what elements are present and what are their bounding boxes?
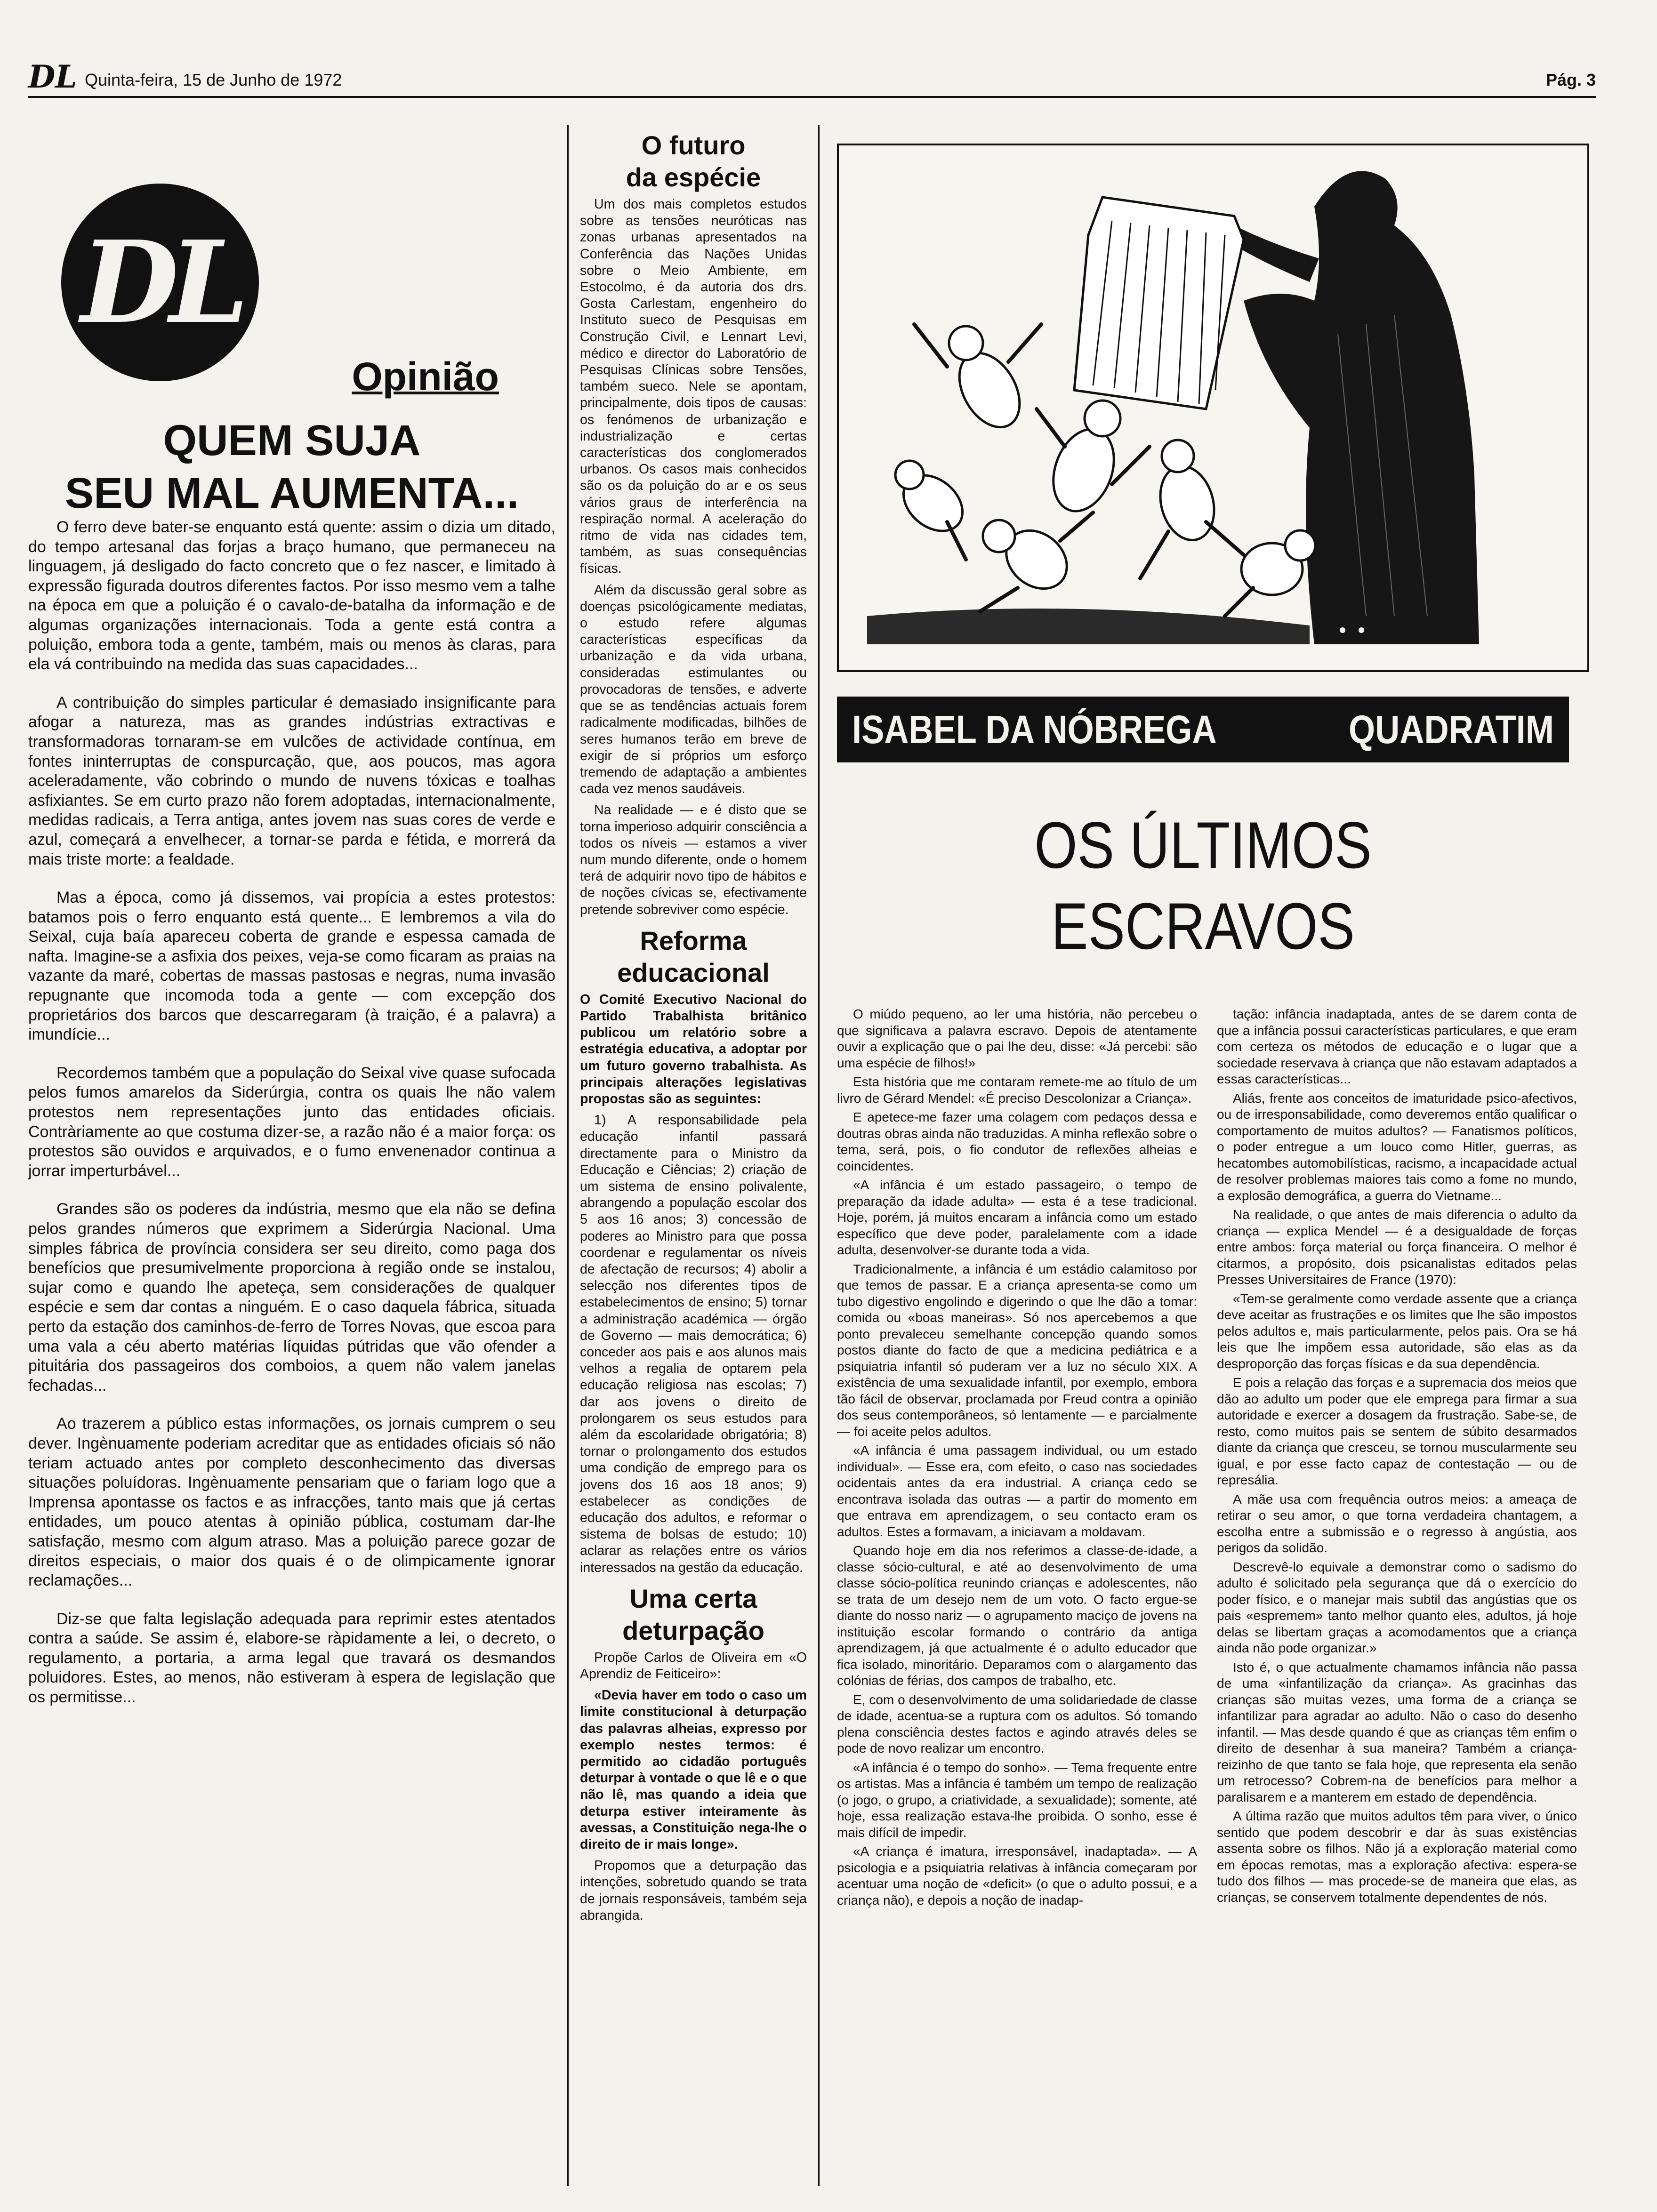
quadratim-column-a bbox=[837, 1006, 1197, 1911]
quadratim-paragraph: E apetece-me fazer uma colagem com pedaços dessa e doutras obras ainda não traduzidas. A minha reflexão sobre o tema, será, pois, o fio condutor de reflexões alheias e coincidentes. bbox=[837, 1110, 1197, 1173]
article-paragraph: Propomos que a deturpação das intenções, sobretudo quando se trata de jornais responsáveis, também seja abrangida. bbox=[580, 1858, 807, 1923]
opinion-headline-line-2: SEU MAL AUMENTA... bbox=[64, 469, 519, 517]
dl-logo-letters: DL bbox=[80, 216, 240, 349]
quadratim-column-b bbox=[1217, 1006, 1577, 1908]
quadratim-paragraph: E pois a relação das forças e a supremacia dos meios que dão ao adulto um poder que ele emprega para firmar a sua autoridade e exercer a dosagem da frustração. Sabe-se, de resto, como muitos pais se sentem de súbito desarmados diante da criança que cresceu, se tornou muscularmente seu igual, e por esse facto capaz de contestação — ou de represália. bbox=[1217, 1375, 1577, 1487]
article-reforma-title-line-1: Reforma bbox=[640, 925, 747, 955]
opinion-paragraph: Diz-se que falta legislação adequada para reprimir estes atentados contra a saúde. Se assim é, elabore-se ràpidamente a lei, o decreto, o regulamento, a portaria, a arma legal que travará os desmandos poluidores. Estes, ao menos, não estiveram à espera de legislação que os permitisse... bbox=[28, 1610, 555, 1707]
main-headline-line-1: OS ÚLTIMOS bbox=[1034, 808, 1372, 882]
article-deturpacao-title bbox=[580, 1583, 807, 1647]
quadratim-paragraph: O miúdo pequeno, ao ler uma história, não percebeu o que significava a palavra escravo. Depois de atentamente ouvir a explicação que o pai lhe deu, disse: «Já percebi: são uma espécie de filhos!» bbox=[837, 1007, 1197, 1070]
article-paragraph: Um dos mais completos estudos sobre as tensões neuróticas nas zonas urbanas apresentados na Conferência das Nações Unidas sobre o Meio Ambiente, em Estocolmo, é da autoria dos drs. Gosta Carlestam, engenheiro do Instituto sueco de Pesquisas em Construção Civil, e Lennart Levi, médico e director do Laboratório de Pesquisas Clínicas sobre Tensões, também sueco. Nele se apontam, principalmente, dois tipos de causas: os fenómenos de urbanização e industrialização e certas características dos conglomerados urbanos. Os casos mais conhecidos são os da poluição do ar e os seus vários graus de interferência na respiração normal. A aceleração do ritmo de vida nas cidades tem, também, as suas consequências físicas. bbox=[580, 197, 807, 577]
illustration-frame bbox=[837, 144, 1589, 672]
masthead-rule bbox=[28, 96, 1596, 98]
article-deturpacao-title-line-2: deturpação bbox=[622, 1615, 764, 1645]
column-divider-2 bbox=[818, 125, 820, 2186]
article-lead: O Comité Executivo Nacional do Partido Trabalhista britânico publicou um relatório sobre a estratégia educativa, a adoptar por um futuro governo trabalhista. As principais alterações legislativas propostas são as seguintes: bbox=[580, 992, 807, 1106]
article-reforma-body bbox=[580, 992, 807, 1576]
dl-logo-circle bbox=[61, 184, 259, 381]
opinion-paragraph: O ferro deve bater-se enquanto está quente: assim o dizia um ditado, do tempo artesanal das forjas a braço humano, que permaneceu na linguagem, já desligado do facto concreto que o fez nascer, e limitado à expressão figurada doutros diferentes factos. Por isso mesmo vem a talhe na época em que a poluição é o cavalo-de-batalha da informação e de algumas organizações internacionais. Toda a gente está contra a poluição, embora toda a gente, também, mais ou menos às claras, para ela vá contribuindo na medida das suas capacidades... bbox=[28, 518, 555, 673]
masthead bbox=[28, 60, 1596, 98]
quadratim-paragraph: «A criança é imatura, irresponsável, inadaptada». — A psicologia e a psiquiatria relativas à infância começaram por acentuar uma noção de «deficit» (o que o adulto possui, e a criança não), e depois a noção de inadap- bbox=[837, 1844, 1197, 1907]
article-futuro-title-line-1: O futuro bbox=[641, 130, 746, 160]
masthead-date: Quinta-feira, 15 de Junho de 1972 bbox=[85, 70, 342, 89]
opinion-paragraph: Ao trazerem a público estas informações, os jornais cumprem o seu dever. Ingènuamente poderiam acreditar que as entidades oficiais só não teriam actuado antes por completo desconhecimento das diversas situações poluídoras. Ingènuamente pensariam que o fariam logo que a Imprensa apontasse os factos e as infracções, tanto mais que já certas entidades, um pouco atentas à opinião pública, costumam dar-lhe satisfação, mesmo com algum atraso. Mas a poluição parece gozar de direitos especiais, o maior dos quais é o de olimpicamente ignorar reclamações... bbox=[28, 1415, 555, 1590]
quadratim-paragraph: Isto é, o que actualmente chamamos infância não passa de uma «infantilização da criança». As gracinhas das crianças são muitas vezes, uma forma de a criança se infantilizar para agradar ao adulto. Não o caso do desenho infantil. — Mas desde quando é que as crianças têm enfim o direito de desenhar à sua maneira? Também a criança-reizinho de que tanto se fala hoje, que representa ela senão um retrocesso? Cobrem-na de benefícios para melhor a paralisarem e a manterem em estado de dependência. bbox=[1217, 1659, 1577, 1804]
article-reforma-title-line-2: educacional bbox=[617, 957, 770, 987]
quadratim-paragraph: A última razão que muitos adultos têm para viver, o único sentido que podem descobrir e dar às suas existências assenta sobre os filhos. Não já a exploração material como em épocas remotas, mas a exploração afectiva: espera-se tudo dos filhos — mas procede-se de maneira que elas, as crianças, se conservem totalmente dependentes de nós. bbox=[1217, 1809, 1577, 1905]
quadratim-paragraph: «Tem-se geralmente como verdade assente que a criança deve aceitar as frustrações e os limites que lhe são impostos pelos adultos e, mais particularmente, pelos pais. Ora se há leis que lhe impõem essa autoridade, são elas as da desproporção das forças físicas e da sua dependência. bbox=[1217, 1291, 1577, 1371]
column-banner bbox=[837, 697, 1569, 762]
quadratim-paragraph: «A infância é um estado passageiro, o tempo de preparação da idade adulta» — esta é a tese tradicional. Hoje, porém, já muitos encaram a infância como um estado específico que deve poder, paralelamente com a idade adulta, desenvolver-se durante toda a vida. bbox=[837, 1178, 1197, 1257]
opinion-body bbox=[28, 518, 555, 1726]
quadratim-paragraph: Esta história que me contaram remete-me ao título de um livro de Gérard Mendel: «É preciso Descolonizar a Criança». bbox=[837, 1074, 1197, 1106]
article-paragraph: Na realidade — e é disto que se torna imperioso adquirir consciência a todos os níveis — estamos a viver num mundo diferente, onde o homem terá de adquirir novo tipo de hábitos e de noções cívicas se, efectivamente pretende sobreviver como espécie. bbox=[580, 802, 807, 917]
opinion-paragraph: Grandes são os poderes da indústria, mesmo que ela não se defina pelos grandes números que exprimem a Siderúrgia Nacional. Uma simples fábrica de província considera ser seu direito, como paga dos benefícios que presumivelmente proporciona à região onde se instalou, sujar como e quando lhe apeteça, sem considerações de qualquer espécie e sem dar contas a ninguém. E o caso daquela fábrica, situada perto da estação dos caminhos-de-ferro de Torres Novas, que escoa para uma vala a céu aberto matérias líquidas pútridas que vão ofender a pituitária dos passageiros dos comboios, a quem não valem janelas fechadas... bbox=[28, 1200, 555, 1395]
middle-column bbox=[580, 129, 807, 1929]
opinion-paragraph: A contribuição do simples particular é demasiado insignificante para afogar a natureza, mas as grandes indústrias extractivas e transformadoras tornaram-se em vulcões de actividade contínua, em fontes ininterruptas de conspurcação, que, aos poucos, mas agora aceleradamente, vão cobrindo o mundo de nuvens tóxicas e toalhas asfixiantes. Se em curto prazo não forem adoptadas, internacionalmente, medidas radicais, a Terra antiga, antes jovem nas suas cores de verde e azul, começará a envelhecer, a tornar-se parda e fétida, e morrerá da mais triste morte: a fealdade. bbox=[28, 693, 555, 868]
quadratim-paragraph: A mãe usa com frequência outros meios: a ameaça de retirar o seu amor, o que torna verdadeira chantagem, a escolha entre a submissão e o regresso à angústia, aos perigos da solidão. bbox=[1217, 1491, 1577, 1555]
article-deturpacao-body bbox=[580, 1650, 807, 1924]
engraving-icon bbox=[839, 145, 1587, 670]
masthead-logo: DL bbox=[28, 58, 77, 95]
quadratim-paragraph: Aliás, frente aos conceitos de imaturidade psico-afectivos, ou de irresponsabilidade, como deveremos então qualificar o comportamento de muitos adultos? — Fanatismos políticos, o poder entregue a um louco como Hitler, guerras, as hecatombes automobilísticas, racismo, a incapacidade actual de resolver problemas maiores tais como a fome no mundo, a explosão demográfica, a guerra do Vietname... bbox=[1217, 1090, 1577, 1203]
opinion-paragraph: Mas a época, como já dissemos, vai propícia a estes protestos: batamos pois o ferro enquanto está quente... E lembremos a vila do Seixal, cuja baía apareceu coberta de grande e espessa camada de nafta. Imagine-se a asfixia dos peixes, veja-se como ficaram as praias na vazante da maré, cobertas de massas pastosas e negras, numa invasão repugnante que incomoda toda a gente — com excepção dos proprietários dos barcos que descarregaram (à traição, é a palavra) a imundície... bbox=[28, 889, 555, 1044]
article-paragraph: Além da discussão geral sobre as doenças psicológicamente mediatas, o estudo refere algumas características específicas da urbanização e da vida urbana, consideradas estimulantes ou provocadoras de tensões, e adverte que se as tendências actuais forem radicalmente modificadas, bilhões de seres humanos terão em breve de exigir de si próprios um esforço tremendo de adaptação a ambientes cada vez menos saudáveis. bbox=[580, 582, 807, 797]
main-headline bbox=[895, 805, 1510, 967]
quadratim-paragraph: E, com o desenvolvimento de uma solidariedade de classe de idade, acentua-se a ruptura com os adultos. Só tomando plena consciência destes factos e agindo através deles se pode de novo realizar um encontro. bbox=[837, 1692, 1197, 1755]
article-futuro-title-line-2: da espécie bbox=[626, 162, 761, 192]
banner-author: ISABEL DA NÓBREGA bbox=[852, 707, 1217, 752]
quadratim-paragraph: «A infância é uma passagem individual, ou um estado individual». — Esse era, com efeito, o caso nas sociedades ocidentais antes da era industrial. A criança cedo se encontrava isolada das outras — a partir do momento em que entrava em aprendizagem, o seu contacto eram os adultos. Estes a formavam, a iniciavam a moldavam. bbox=[837, 1443, 1197, 1539]
quadratim-paragraph: Tradicionalmente, a infância é um estádio calamitoso por que temos de passar. E a criança apresenta-se como um tubo digestivo engolindo e digerindo o que lhe dão a tomar: comida ou «boas maneiras». Só nos apercebemos a que ponto prevaleceu semelhante concepção quando somos postos diante do facto de que a medicina pediátrica e a psiquiatria infantil só puderam ver a luz no século XIX. A existência de uma sexualidade infantil, por exemplo, embora tão fácil de observar, proclamada por Freud contra a opinião dos seus contemporâneos, só lentamente — e parcialmente — foi aceite pelos adultos. bbox=[837, 1261, 1197, 1439]
article-futuro-body bbox=[580, 196, 807, 918]
article-futuro-title bbox=[580, 129, 807, 193]
quadratim-paragraph: Descrevê-lo equivale a demonstrar como o sadismo do adulto é solicitado pela segurança que dá o exercício do poder físico, e o manejar mais subtil das angústias que os pais «espremem» tanto melhor quanto eles, adultos, já hoje delas se libertam graças a acomodamentos que a criança ainda não pode organizar.» bbox=[1217, 1559, 1577, 1655]
quadratim-paragraph: Na realidade, o que antes de mais diferencia o adulto da criança — explica Mendel — é a desigualdade de forças entre ambos: força material ou força financeira. O melhor é citarmos, a propósito, dois psicanalistas editados pelas Presses Universitaires de France (1970): bbox=[1217, 1207, 1577, 1287]
quadratim-paragraph: Quando hoje em dia nos referimos a classe-de-idade, a classe sócio-cultural, e até ao desenvolvimento de uma classe sócio-política reunindo crianças e adolescentes, não se trata de um desejo nem de um voto. O facto ergue-se diante do nosso nariz — o agrupamento maciço de jovens na instituição escolar formando o contrário da antiga aprendizagem, já que actualmente é o adulto educador que fica isolado, minoritário. Deparamos com o alargamento das colónias de férias, dos campos de trabalho, etc. bbox=[837, 1543, 1197, 1688]
article-reforma-title bbox=[580, 925, 807, 989]
banner-section: QUADRATIM bbox=[1348, 707, 1554, 752]
quadratim-paragraph: «A infância é o tempo do sonho». — Tema frequente entre os artistas. Mas a infância é também um tempo de realização (o jogo, o grupo, a criatividade, a sexualidade); somente, até hoje, essa realização estava-lhe proibida. O sonho, esse é mais difícil de impedir. bbox=[837, 1760, 1197, 1840]
opinion-paragraph: Recordemos também que a população do Seixal vive quase sufocada pelos fumos amarelos da Siderúrgia, contra os quais lhe não valem protestos nem representações junto das entidades oficiais. Contràriamente ao que costuma dizer-se, a razão não é a maior força: os protestos são ouvidos e arquivados, e o fumo envenenador continua a jorrar imperturbável... bbox=[28, 1064, 555, 1180]
article-deturpacao-title-line-1: Uma certa bbox=[629, 1583, 757, 1613]
section-label: Opinião bbox=[352, 354, 499, 399]
page-number: Pág. 3 bbox=[1545, 70, 1596, 89]
column-divider-1 bbox=[567, 125, 569, 2186]
quadratim-paragraph: tação: infância inadaptada, antes de se darem conta de que a infância possui características particulares, e que eram com certeza os métodos de educação e o lugar que a sociedade reservava à criança que não estavam adaptados a essas características... bbox=[1217, 1007, 1577, 1086]
opinion-headline-line-1: QUEM SUJA bbox=[163, 417, 421, 465]
main-headline-line-2: ESCRAVOS bbox=[1051, 889, 1355, 963]
article-paragraph: 1) A responsabilidade pela educação infantil passará directamente para o Ministro da Educação e Ciências; 2) criação de um sistema de ensino polivalente, abrangendo a população escolar dos 5 aos 16 anos; 3) concessão de poderes ao Ministro para que possa coordenar e regulamentar os níveis de afectação de recursos; 4) abolir a selecção nos diferentes tipos de estabelecimentos de ensino; 5) tornar a administração académica — órgão de Governo — mais democrática; 6) conceder aos pais e aos alunos mais velhos a regalia de optarem pela educação religiosa nas escolas; 7) dar aos jovens o direito de prolongarem os seus estudos para além da escolaridade obrigatória; 8) tornar o prolongamento dos estudos uma condição de emprego para os jovens dos 16 aos 18 anos; 9) estabelecer as condições de educação dos adultos, e reformar o sistema de bolsas de estudo; 10) aclarar as relações entre os vários interessados na gestão da educação. bbox=[580, 1113, 807, 1575]
article-paragraph: «Devia haver em todo o caso um limite constitucional à deturpação das palavras alheias, expresso por exemplo nestes termos: é permitido ao cidadão português deturpar à vontade o que lê e o que não lê, mas quando a ideia que deturpa estiver inteiramente às avessas, a Constituição nega-lhe o direito de ir mais longe». bbox=[580, 1688, 807, 1852]
opinion-headline bbox=[28, 414, 555, 520]
article-paragraph: Propõe Carlos de Oliveira em «O Aprendiz de Feiticeiro»: bbox=[580, 1650, 807, 1682]
